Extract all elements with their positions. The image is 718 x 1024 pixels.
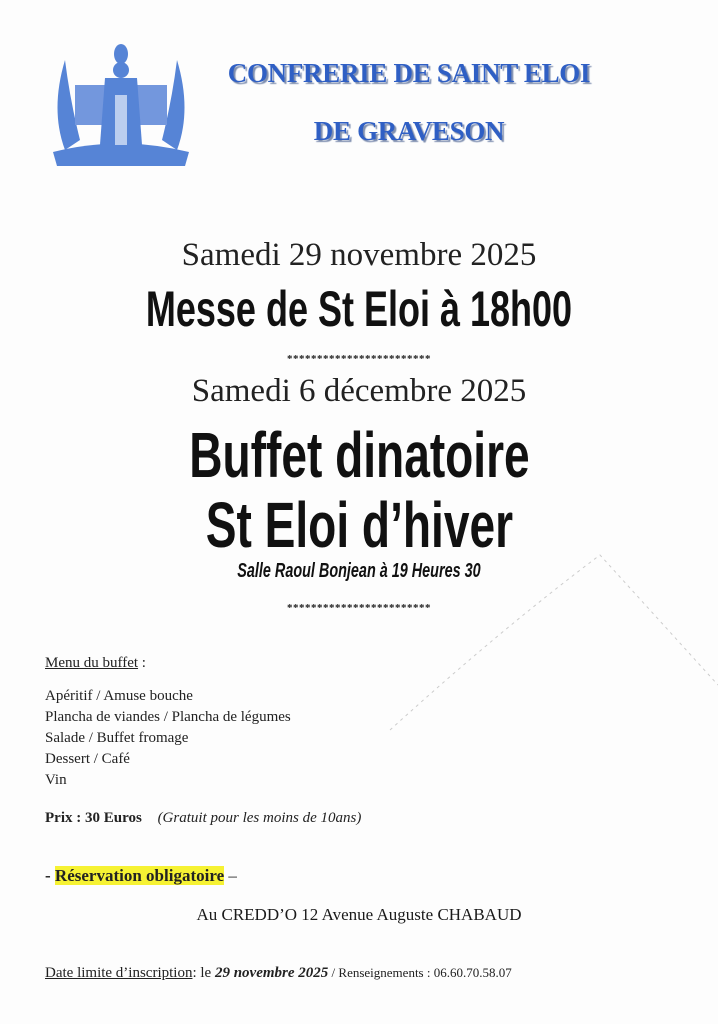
menu-heading-text: Menu du buffet [45, 655, 139, 671]
price-note: (Gratuit pour les moins de 10ans) [157, 810, 362, 826]
menu-item: Dessert / Café [45, 751, 130, 767]
price-label: Prix : 30 Euros [45, 810, 142, 826]
separator: ************************ [287, 353, 431, 365]
deadline-label: Date limite d’inscription [45, 965, 193, 981]
organization-title-line1: CONFRERIE DE SAINT ELOI [227, 58, 591, 88]
reservation-required: Réservation obligatoire [54, 866, 225, 885]
contact-phone: / Renseignements : 06.60.70.58.07 [328, 965, 512, 980]
deadline-date: 29 novembre 2025 [214, 965, 329, 981]
menu-item: Vin [45, 772, 67, 788]
menu-item: Plancha de viandes / Plancha de légumes [45, 709, 291, 725]
event1-title: Messe de St Eloi à 18h00 [145, 281, 573, 337]
reservation-suffix: – [224, 866, 237, 885]
organization-title-line2: DE GRAVESON [313, 116, 505, 146]
menu-item: Apéritif / Amuse bouche [45, 688, 193, 704]
price-line [45, 810, 361, 827]
deadline-mid: : le [192, 965, 215, 981]
event2-location: Salle Raoul Bonjean à 19 Heures 30 [237, 560, 481, 582]
reservation-prefix: - [45, 866, 55, 885]
menu-item: Salade / Buffet fromage [45, 730, 189, 746]
event2-title-line2: St Eloi d’hiver [205, 489, 513, 561]
event2-title-line1: Buffet dinatoire [188, 419, 530, 491]
event2-date: Samedi 6 décembre 2025 [191, 373, 527, 409]
menu-heading-colon: : [138, 655, 146, 671]
reservation-line [45, 866, 237, 886]
menu-heading [45, 655, 146, 672]
reservation-address: Au CREDD’O 12 Avenue Auguste CHABAUD [196, 905, 522, 924]
deadline-line [45, 965, 512, 982]
paper-fold-mark [380, 550, 718, 850]
menu-list [45, 686, 291, 791]
separator: ************************ [287, 602, 431, 614]
event1-date: Samedi 29 novembre 2025 [181, 237, 537, 273]
